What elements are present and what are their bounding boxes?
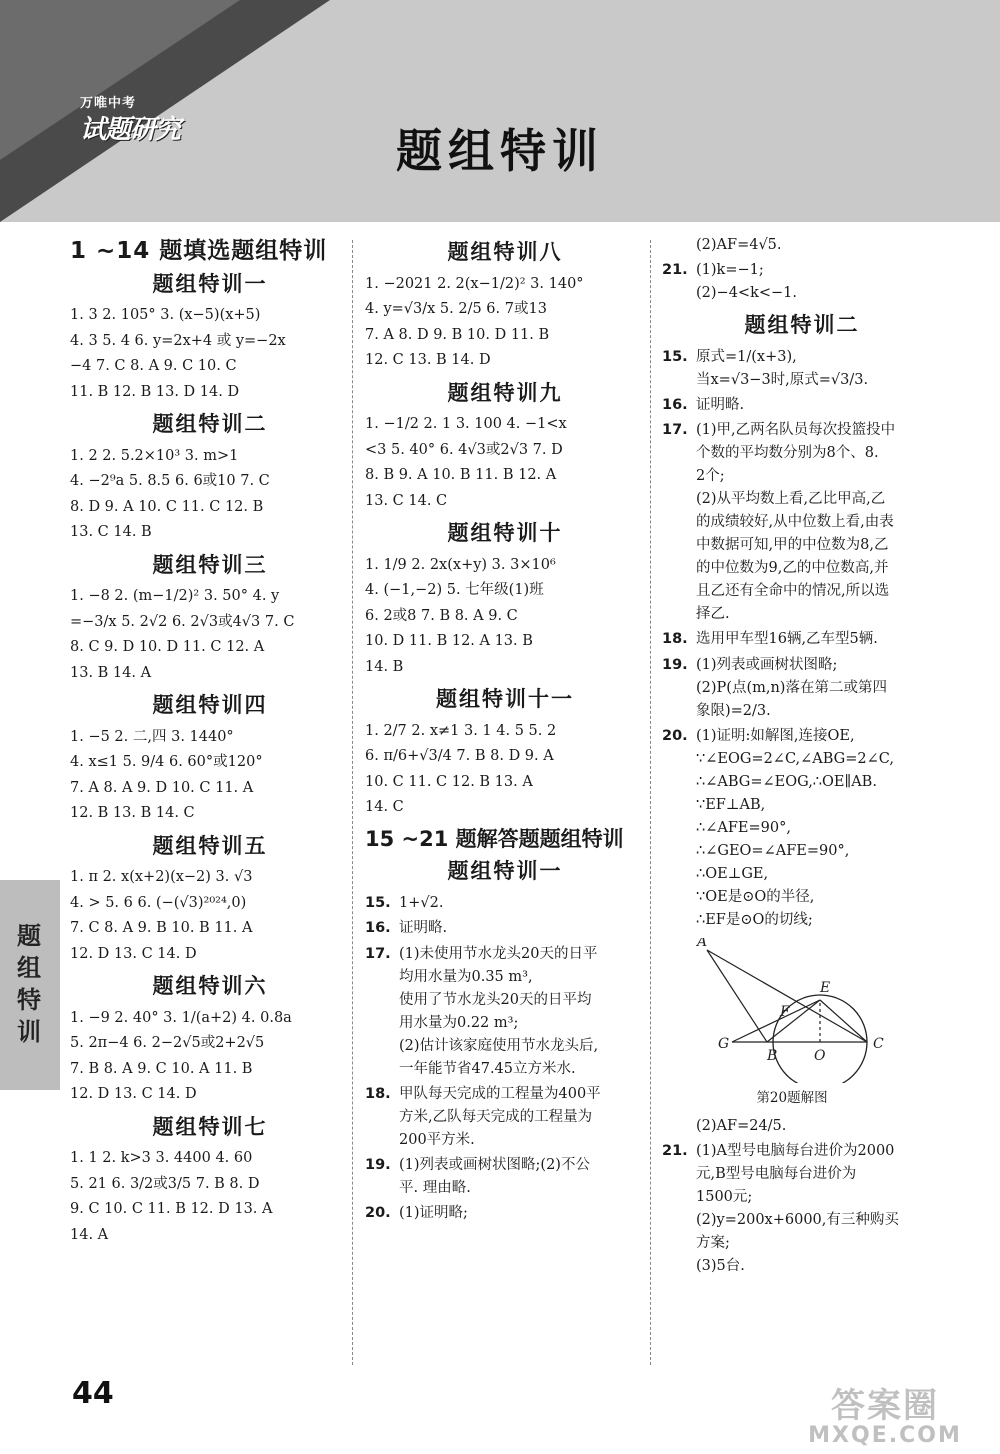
answer-line: =−3/x 5. 2√2 6. 2√3或4√3 7. C bbox=[70, 613, 295, 630]
answer-line: 象限)=2/3. bbox=[696, 702, 771, 719]
answer-line: 个数的平均数分别为8个、8. bbox=[696, 445, 879, 461]
answer-text bbox=[696, 394, 942, 418]
watermark-line2: MXQE.COM bbox=[808, 1423, 962, 1448]
answer-line: 1. 1 2. k>3 3. 4400 4. 60 bbox=[70, 1150, 253, 1166]
segment-ac bbox=[707, 950, 867, 1042]
section-title: 题组特训十一 bbox=[436, 687, 574, 711]
answer-line: 4. y=√3/x 5. 2/5 6. 7或13 bbox=[365, 301, 547, 317]
point-label-o: O bbox=[814, 1047, 826, 1064]
answer-line: −4 7. C 8. A 9. C 10. C bbox=[70, 358, 237, 374]
answer-line: (2)AF=4√5. bbox=[696, 237, 782, 253]
section-title: 题组特训一 bbox=[152, 271, 268, 296]
answer-line: 中数据可知,甲的中位数为8,乙 bbox=[696, 537, 889, 553]
answer-line: ∴∠ABG=∠EOG,∴OE∥AB. bbox=[696, 773, 877, 790]
question-number: 18. bbox=[662, 631, 688, 647]
point-label-f: F bbox=[780, 1003, 790, 1020]
answer-line: 1. 2/7 2. x≠1 3. 1 4. 5 5. 2 bbox=[365, 722, 557, 739]
page-number: 44 bbox=[72, 1376, 114, 1411]
answer-line: 4. 3 5. 4 6. y=2x+4 或 y=−2x bbox=[70, 332, 286, 349]
answer-line: ∴OE⊥GE, bbox=[696, 865, 769, 882]
answer-line: 4. > 5. 6 6. (−(√3)²⁰²⁴,0) bbox=[70, 894, 247, 911]
answer-text bbox=[399, 943, 645, 1081]
section-title: 题组特训二 bbox=[744, 313, 860, 337]
answer-item bbox=[365, 892, 645, 916]
question-number: 15. bbox=[365, 894, 391, 911]
section-title: 题组特训十 bbox=[447, 521, 563, 545]
answer-line: 7. A 8. D 9. B 10. D 11. B bbox=[365, 326, 550, 343]
answer-item bbox=[662, 259, 942, 305]
answer-line: <3 5. 40° 6. 4√3或2√3 7. D bbox=[365, 441, 563, 458]
answer-line: 12. C 13. B 14. D bbox=[365, 352, 491, 368]
section-title: 题组特训一 bbox=[447, 859, 563, 883]
answer-text bbox=[696, 1140, 942, 1278]
question-number: 20. bbox=[365, 1204, 391, 1221]
watermark-line1: 答案圈 bbox=[831, 1386, 939, 1426]
answer-line: 方案; bbox=[696, 1234, 730, 1251]
answer-line: (1)未使用节水龙头20天的日平 bbox=[399, 945, 598, 962]
answer-line: 用水量为0.22 m³; bbox=[399, 1014, 519, 1031]
answer-line: 1. −8 2. (m−1/2)² 3. 50° 4. y bbox=[70, 588, 280, 604]
answer-text bbox=[399, 1202, 645, 1226]
answer-line: 10. D 11. B 12. A 13. B bbox=[365, 633, 533, 649]
answer-text bbox=[696, 259, 942, 305]
answer-item bbox=[662, 394, 942, 418]
answer-line: (1)列表或画树状图略;(2)不公 bbox=[399, 1156, 590, 1173]
answer-line: ∴EF是⊙O的切线; bbox=[696, 911, 813, 928]
answer-text bbox=[696, 234, 942, 257]
segment-ge bbox=[732, 1000, 820, 1042]
section-title: 题组特训七 bbox=[152, 1114, 268, 1139]
answer-line: 1+√2. bbox=[399, 894, 444, 911]
answer-line: (1)列表或画树状图略; bbox=[696, 656, 838, 673]
answer-line: (1)k=−1; bbox=[696, 262, 764, 278]
answer-line: 14. A bbox=[70, 1226, 109, 1243]
answer-line: 元,B型号电脑每台进价为 bbox=[696, 1165, 857, 1182]
question-number: 17. bbox=[662, 422, 688, 438]
answer-line: 200平方米. bbox=[399, 1131, 475, 1148]
question-number: 18. bbox=[365, 1085, 391, 1102]
figure-caption: 第20题解图 bbox=[756, 1090, 828, 1106]
answer-line: (3)5台. bbox=[696, 1257, 745, 1274]
answer-text bbox=[696, 725, 942, 932]
column-divider-2 bbox=[650, 240, 651, 1365]
answer-line: ∵∠EOG=2∠C,∠ABG=2∠C, bbox=[696, 750, 894, 767]
answer-item bbox=[662, 1115, 942, 1138]
answer-line: 7. C 8. A 9. B 10. B 11. A bbox=[70, 920, 253, 936]
answer-line: (1)甲,乙两名队员每次投篮投中 bbox=[696, 422, 896, 438]
watermark bbox=[780, 1378, 990, 1448]
answer-line: (2)AF=24/5. bbox=[696, 1117, 787, 1134]
column-middle bbox=[365, 232, 645, 1227]
answer-line: 证明略. bbox=[696, 396, 745, 413]
brand-small: 万唯中考 bbox=[80, 96, 137, 111]
answer-line: 2个; bbox=[696, 468, 725, 484]
answer-text bbox=[696, 654, 942, 723]
column-divider-1 bbox=[352, 240, 353, 1365]
question-number: 16. bbox=[662, 396, 688, 413]
answer-line: 证明略. bbox=[399, 920, 448, 936]
answer-line: (1)证明略; bbox=[399, 1204, 468, 1221]
answer-line: (1)证明:如解图,连接OE, bbox=[696, 727, 855, 744]
answer-line: 12. D 13. C 14. D bbox=[70, 945, 197, 962]
answer-text bbox=[696, 628, 942, 652]
header-banner bbox=[0, 0, 1000, 222]
question-number bbox=[662, 1115, 696, 1138]
answer-line: (1)A型号电脑每台进价为2000 bbox=[696, 1142, 895, 1159]
section-title: 题组特训二 bbox=[152, 412, 268, 436]
column-right bbox=[662, 232, 942, 1280]
answer-line: 7. A 8. A 9. D 10. C 11. A bbox=[70, 779, 254, 796]
section-title: 题组特训五 bbox=[152, 833, 268, 858]
question-number: 21. bbox=[662, 1142, 688, 1159]
answer-text bbox=[696, 419, 942, 626]
answer-line: 6. 2或8 7. B 8. A 9. C bbox=[365, 607, 518, 624]
section-title: 题组特训八 bbox=[447, 240, 563, 264]
answer-item bbox=[662, 654, 942, 723]
answer-line: 均用水量为0.35 m³, bbox=[399, 968, 533, 985]
answer-line: 的成绩较好,从中位数上看,由表 bbox=[696, 514, 894, 530]
answer-text bbox=[696, 1115, 942, 1138]
answer-line: 且乙还有全命中的情况,所以选 bbox=[696, 583, 890, 599]
answer-text bbox=[399, 1083, 645, 1152]
segment-ab bbox=[707, 950, 767, 1042]
segment-ec bbox=[820, 1000, 867, 1042]
answer-item bbox=[662, 346, 942, 392]
answer-item bbox=[662, 1140, 942, 1278]
answer-line: 1. −9 2. 40° 3. 1/(a+2) 4. 0.8a bbox=[70, 1009, 292, 1026]
page-title: 题组特训 bbox=[396, 124, 604, 178]
question-number bbox=[662, 234, 696, 257]
answer-line: 4. (−1,−2) 5. 七年级(1)班 bbox=[365, 582, 544, 598]
answer-line: (2)−4<k<−1. bbox=[696, 285, 797, 301]
answer-line: 5. 21 6. 3/2或3/5 7. B 8. D bbox=[70, 1175, 260, 1192]
question-number: 16. bbox=[365, 920, 391, 936]
answer-text bbox=[399, 1154, 645, 1200]
answer-line: 4. −2⁹a 5. 8.5 6. 6或10 7. C bbox=[70, 473, 270, 489]
answer-item bbox=[365, 943, 645, 1081]
geometry-figure bbox=[692, 938, 932, 1083]
answer-line: 4. x≤1 5. 9/4 6. 60°或120° bbox=[70, 754, 263, 770]
answer-item bbox=[365, 1154, 645, 1200]
answer-line: 1. −5 2. 二,四 3. 1440° bbox=[70, 728, 234, 745]
answer-line: 6. π/6+√3/4 7. B 8. D 9. A bbox=[365, 748, 554, 764]
answer-line: 1500元; bbox=[696, 1188, 753, 1205]
main-heading: 15 ~21 题解答题题组特训 bbox=[365, 826, 624, 851]
answer-line: 8. C 9. D 10. D 11. C 12. A bbox=[70, 639, 265, 655]
question-number: 19. bbox=[365, 1156, 391, 1173]
answer-line: 选用甲车型16辆,乙车型5辆. bbox=[696, 631, 878, 647]
answer-line: 平. 理由略. bbox=[399, 1179, 471, 1196]
answer-text bbox=[696, 346, 942, 392]
answer-line: ∴∠AFE=90°, bbox=[696, 819, 791, 836]
answer-line: 使用了节水龙头20天的日平均 bbox=[399, 991, 592, 1008]
column-left bbox=[70, 232, 350, 1249]
answer-line: (2)y=200x+6000,有三种购买 bbox=[696, 1211, 899, 1228]
answer-line: 当x=√3−3时,原式=√3/3. bbox=[696, 371, 869, 388]
answer-item bbox=[365, 917, 645, 941]
point-label-a: A bbox=[697, 937, 708, 950]
side-tab bbox=[0, 880, 60, 1090]
question-number: 17. bbox=[365, 945, 391, 962]
answer-line: (2)估计该家庭使用节水龙头后, bbox=[399, 1037, 599, 1054]
point-label-e: E bbox=[820, 979, 831, 996]
answer-line: 甲队每天完成的工程量为400平 bbox=[399, 1085, 601, 1102]
answer-item bbox=[662, 419, 942, 626]
answer-line: 12. D 13. C 14. D bbox=[70, 1086, 197, 1102]
answer-line: 9. C 10. C 11. B 12. D 13. A bbox=[70, 1201, 273, 1217]
answer-line: 14. C bbox=[365, 799, 404, 815]
point-label-g: G bbox=[718, 1035, 730, 1052]
answer-line: 12. B 13. B 14. C bbox=[70, 805, 195, 821]
answer-line: ∵OE是⊙O的半径, bbox=[696, 888, 815, 905]
answer-line: ∵EF⊥AB, bbox=[696, 796, 766, 813]
question-number: 15. bbox=[662, 348, 688, 365]
point-label-b: B bbox=[767, 1047, 778, 1064]
answer-line: (2)从平均数上看,乙比甲高,乙 bbox=[696, 491, 886, 507]
answer-line: 10. C 11. C 12. B 13. A bbox=[365, 773, 533, 790]
answer-line: 13. C 14. C bbox=[365, 492, 448, 509]
answer-line: 方米,乙队每天完成的工程量为 bbox=[399, 1108, 593, 1125]
answer-line: 5. 2π−4 6. 2−2√5或2+2√5 bbox=[70, 1035, 265, 1051]
point-label-c: C bbox=[873, 1035, 884, 1052]
answer-item bbox=[365, 1083, 645, 1152]
answer-line: ∴∠GEO=∠AFE=90°, bbox=[696, 842, 850, 859]
answer-line: 原式=1/(x+3), bbox=[696, 348, 797, 365]
answer-line: 一年能节省47.45立方米水. bbox=[399, 1060, 576, 1077]
answer-item bbox=[662, 628, 942, 652]
answer-line: 8. B 9. A 10. B 11. B 12. A bbox=[365, 467, 557, 483]
answer-text bbox=[399, 892, 645, 916]
answer-line: 1. 2 2. 5.2×10³ 3. m>1 bbox=[70, 447, 239, 464]
answer-line: (2)P(点(m,n)落在第二或第四 bbox=[696, 679, 887, 696]
answer-line: 13. C 14. B bbox=[70, 524, 152, 540]
answer-line: 1. 1/9 2. 2x(x+y) 3. 3×10⁶ bbox=[365, 556, 556, 573]
main-heading: 1 ~14 题填选题组特训 bbox=[70, 238, 328, 264]
answer-line: 14. B bbox=[365, 658, 404, 675]
answer-line: 1. −2021 2. 2(x−1/2)² 3. 140° bbox=[365, 275, 584, 292]
answer-line: 1. 3 2. 105° 3. (x−5)(x+5) bbox=[70, 307, 261, 323]
answer-line: 择乙. bbox=[696, 606, 730, 622]
answer-line: 11. B 12. B 13. D 14. D bbox=[70, 383, 240, 400]
answer-item bbox=[662, 234, 942, 257]
answer-line: 的中位数为9,乙的中位数高,并 bbox=[696, 560, 889, 576]
answer-item bbox=[365, 1202, 645, 1226]
answer-line: 1. −1/2 2. 1 3. 100 4. −1<x bbox=[365, 416, 567, 432]
brand-main: 试题研究 bbox=[80, 115, 181, 145]
section-title: 题组特训四 bbox=[152, 693, 268, 717]
question-number: 20. bbox=[662, 727, 688, 744]
question-number: 21. bbox=[662, 262, 688, 278]
answer-line: 1. π 2. x(x+2)(x−2) 3. √3 bbox=[70, 869, 253, 885]
question-number: 19. bbox=[662, 656, 688, 673]
answer-item bbox=[662, 725, 942, 932]
answer-line: 13. B 14. A bbox=[70, 664, 152, 681]
answer-line: 8. D 9. A 10. C 11. C 12. B bbox=[70, 498, 264, 515]
side-tab-label: 题组特训 bbox=[17, 922, 41, 1046]
answer-text bbox=[399, 917, 645, 941]
section-title: 题组特训六 bbox=[152, 974, 268, 998]
answer-line: 7. B 8. A 9. C 10. A 11. B bbox=[70, 1060, 253, 1077]
section-title: 题组特训九 bbox=[447, 380, 563, 405]
section-title: 题组特训三 bbox=[152, 552, 268, 577]
